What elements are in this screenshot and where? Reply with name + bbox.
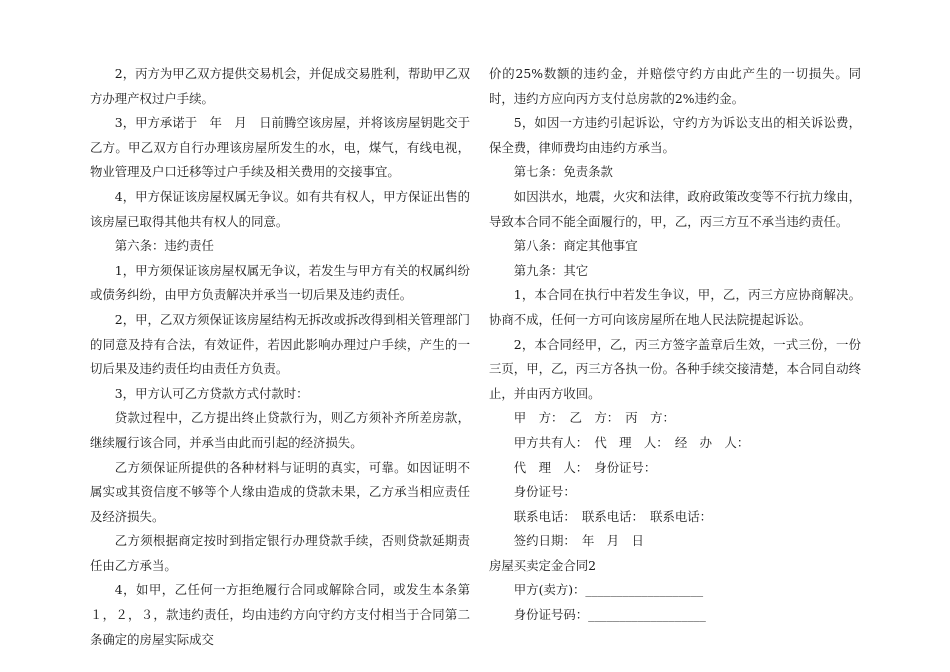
left-column bbox=[90, 62, 470, 652]
right-paragraph-6: 第九条：其它 bbox=[513, 262, 589, 278]
right-paragraph-9: 甲 方： 乙 方： 丙 方： bbox=[513, 410, 675, 426]
right-paragraph-2: 5，如因一方违约引起诉讼，守约方为诉讼支出的相关诉讼费，保全费，律师费均由违约方承当。 bbox=[489, 115, 861, 155]
right-paragraph-3: 第七条：免责条款 bbox=[513, 164, 613, 180]
right-paragraph-15: 房屋买卖定金合同2 bbox=[489, 557, 597, 573]
left-paragraph-2: 3，甲方承诺于 年 月 日前腾空该房屋，并将该房屋钥匙交于乙方。甲乙双方自行办理该房屋所发生的水，电，煤气，有线电视，物业管理及户口迁移等过户手续及相关费用的交接事宜。 bbox=[90, 115, 470, 180]
right-paragraph-1: 价的25%数额的违约金，并赔偿守约方由此产生的一切损失。同时，违约方应向丙方支付总房款的2%违约金。 bbox=[489, 66, 861, 106]
left-paragraph-11: 4，如甲，乙任何一方拒绝履行合同或解除合同，或发生本条第１，２，３，款违约责任，均由违约方向守约方支付相当于合同第二条确定的房屋实际成交 bbox=[90, 582, 470, 647]
left-paragraph-5: 1，甲方须保证该房屋权属无争议，若发生与甲方有关的权属纠纷或债务纠纷，由甲方负责解决并承当一切后果及违约责任。 bbox=[90, 262, 470, 303]
right-paragraph-10: 甲方共有人： 代 理 人： 经 办 人： bbox=[513, 434, 750, 450]
right-paragraph-13: 联系电话： 联系电话： 联系电话： bbox=[513, 508, 713, 524]
right-paragraph-14: 签约日期： 年 月 日 bbox=[513, 533, 644, 549]
left-paragraph-10: 乙方须根据商定按时到指定银行办理贷款手续，否则贷款延期责任由乙方承当。 bbox=[90, 533, 470, 573]
left-paragraph-9: 乙方须保证所提供的各种材料与证明的真实，可靠。如因证明不属实或其资信度不够等个人缘由造成的贷款未果，乙方承当相应责任及经济损失。 bbox=[90, 459, 470, 524]
right-paragraph-16: 甲方(卖方)：___________________ bbox=[513, 582, 704, 598]
right-paragraph-12: 身份证号： bbox=[513, 484, 576, 500]
right-paragraph-17: 身份证号码：___________________ bbox=[513, 607, 706, 623]
left-paragraph-3: 4，甲方保证该房屋权属无争议。如有共有权人，甲方保证出售的该房屋已取得其他共有权人的同意。 bbox=[90, 188, 470, 229]
left-paragraph-1: 2，丙方为甲乙双方提供交易机会，并促成交易胜利，帮助甲乙双方办理产权过户手续。 bbox=[90, 66, 470, 106]
right-paragraph-8: 2，本合同经甲，乙，丙三方签字盖章后生效，一式三份，一份三页，甲，乙，丙三方各执一份。各种手续交接清楚，本合同自动终止，并由丙方收回。 bbox=[489, 336, 861, 401]
left-paragraph-8: 贷款过程中，乙方提出终止贷款行为，则乙方须补齐所差房款，继续履行该合同，并承当由此而引起的经济损失。 bbox=[90, 410, 470, 450]
left-paragraph-4: 第六条：违约责任 bbox=[114, 238, 214, 254]
left-paragraph-7: 3，甲方认可乙方贷款方式付款时： bbox=[114, 385, 309, 401]
right-paragraph-5: 第八条：商定其他事宜 bbox=[513, 238, 638, 254]
right-paragraph-4: 如因洪水，地震，火灾和法律，政府政策改变等不行抗力缘由，导致本合同不能全面履行的，甲，乙，丙三方互不承当违约责任。 bbox=[489, 188, 861, 229]
left-paragraph-6: 2，甲，乙双方须保证该房屋结构无拆改或拆改得到相关管理部门的同意及持有合法，有效证件，若因此影响办理过户手续，产生的一切后果及违约责任均由责任方负责。 bbox=[90, 311, 470, 377]
right-paragraph-11: 代 理 人： 身份证号： bbox=[513, 459, 657, 475]
right-column bbox=[489, 62, 861, 628]
right-paragraph-7: 1，本合同在执行中若发生争议，甲，乙，丙三方应协商解决。协商不成，任何一方可向该房屋所在地人民法院提起诉讼。 bbox=[489, 287, 861, 327]
